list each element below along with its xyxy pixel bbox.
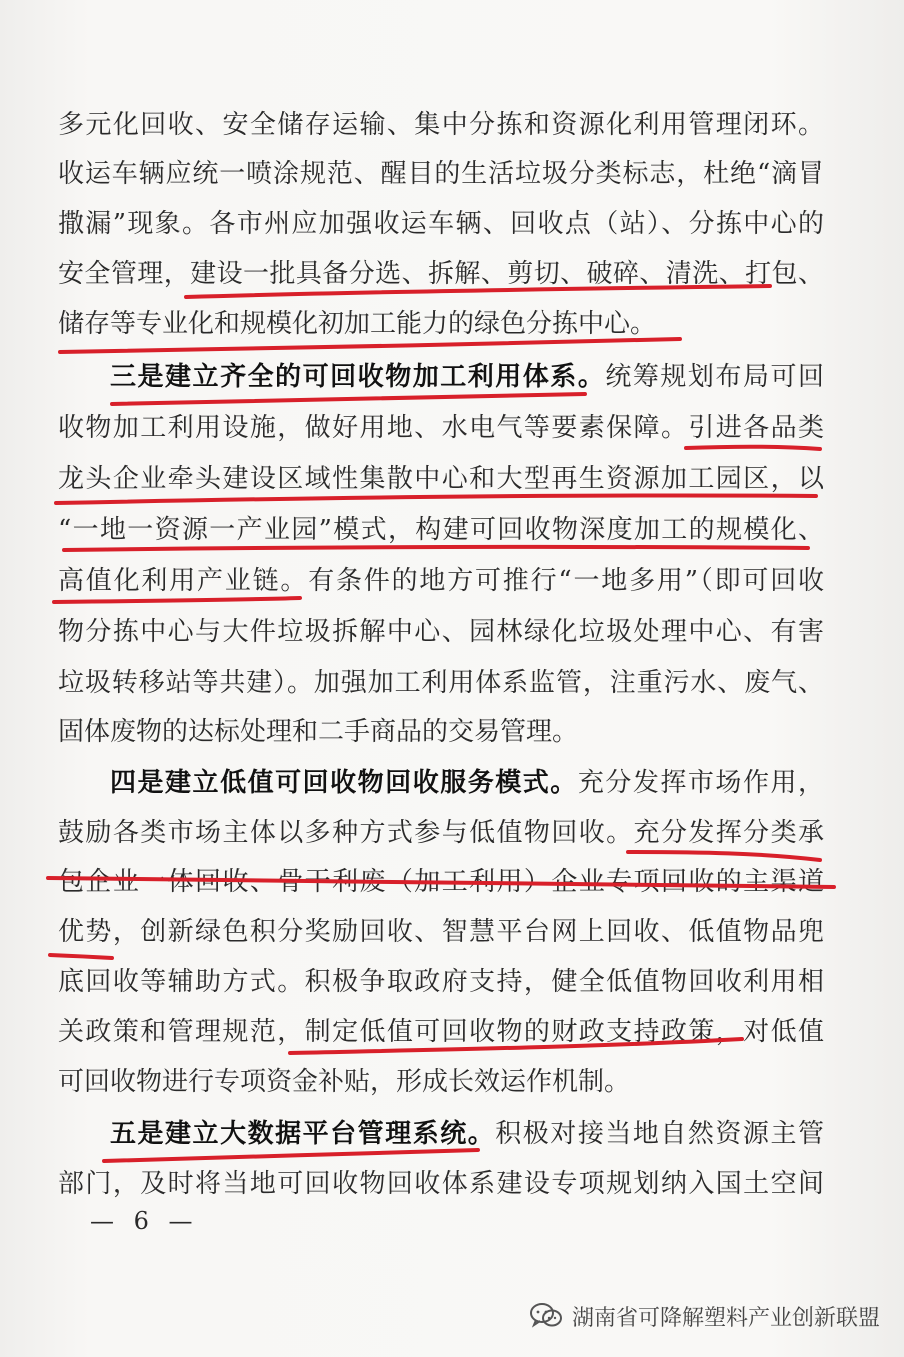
underline-mark: [104, 1150, 478, 1161]
underline-mark: [50, 955, 112, 958]
text-line: “一地一资源一产业园”模式，构建可回收物深度加工的规模化、: [58, 515, 824, 545]
underline-mark: [186, 286, 770, 297]
text-span: 充分发挥市场作用，: [577, 768, 824, 798]
text-line: 收物加工利用设施，做好用地、水电气等要素保障。引进各品类: [58, 413, 824, 443]
text-line: 固体废物的达标处理和二手商品的交易管理。: [58, 717, 579, 747]
underline-mark: [628, 852, 820, 860]
text-line: 龙头企业牵头建设区域性集散中心和大型再生资源加工园区，以: [58, 464, 824, 494]
text-line: 部门，及时将当地可回收物回收体系建设专项规划纳入国土空间: [58, 1169, 824, 1199]
section-heading: 五是建立大数据平台管理系统。: [110, 1119, 496, 1149]
underline-mark: [60, 339, 680, 352]
page-number: — 6 —: [90, 1207, 199, 1235]
underline-mark: [54, 598, 300, 602]
text-line: 垃圾转移站等共建）。加强加工利用体系监管，注重污水、废气、: [58, 668, 824, 698]
underline-mark: [112, 394, 585, 404]
underline-mark: [64, 547, 808, 550]
text-line: 物分拣中心与大件垃圾拆解中心、园林绿化垃圾处理中心、有害: [58, 617, 824, 647]
underline-mark: [56, 495, 816, 503]
text-line: 多元化回收、安全储存运输、集中分拣和资源化利用管理闭环。: [58, 110, 824, 140]
underline-mark: [48, 878, 834, 887]
section-heading: 四是建立低值可回收物回收服务模式。: [110, 768, 578, 798]
text-line: 可回收物进行专项资金补贴，形成长效运作机制。: [58, 1067, 631, 1097]
text-line: 收运车辆应统一喷涂规范、醒目的生活垃圾分类标志，杜绝“滴冒: [58, 159, 824, 189]
text-line: 储存等专业化和规模化初加工能力的绿色分拣中心。: [58, 309, 657, 339]
text-span: 统筹规划布局可回: [605, 362, 824, 392]
watermark-text: 湖南省可降解塑料产业创新联盟: [572, 1305, 881, 1331]
watermark: [528, 1296, 880, 1336]
underline-mark: [290, 1039, 742, 1053]
text-line: 关政策和管理规范，制定低值可回收物的财政支持政策，对低值: [58, 1017, 824, 1047]
text-line: 包企业一体回收、骨干利废（加工利用）企业专项回收的主渠道: [58, 867, 824, 897]
text-line: 安全管理，建设一批具备分选、拆解、剪切、破碎、清洗、打包、: [58, 259, 824, 289]
text-span: 积极对接当地自然资源主管: [495, 1119, 824, 1149]
text-line: 撒漏”现象。各市州应加强收运车辆、回收点（站）、分拣中心的: [58, 209, 824, 239]
text-line: 优势，创新绿色积分奖励回收、智慧平台网上回收、低值物品兜: [58, 917, 824, 947]
text-line: 底回收等辅助方式。积极争取政府支持，健全低值物回收利用相: [58, 967, 824, 997]
wechat-icon: [528, 1301, 564, 1331]
section-heading: 三是建立齐全的可回收物加工利用体系。: [110, 362, 606, 392]
text-line: 鼓励各类市场主体以多种方式参与低值物回收。充分发挥分类承: [58, 818, 824, 848]
underline-mark: [686, 447, 820, 449]
text-line: 高值化利用产业链。有条件的地方可推行“一地多用”（即可回收: [58, 566, 824, 596]
